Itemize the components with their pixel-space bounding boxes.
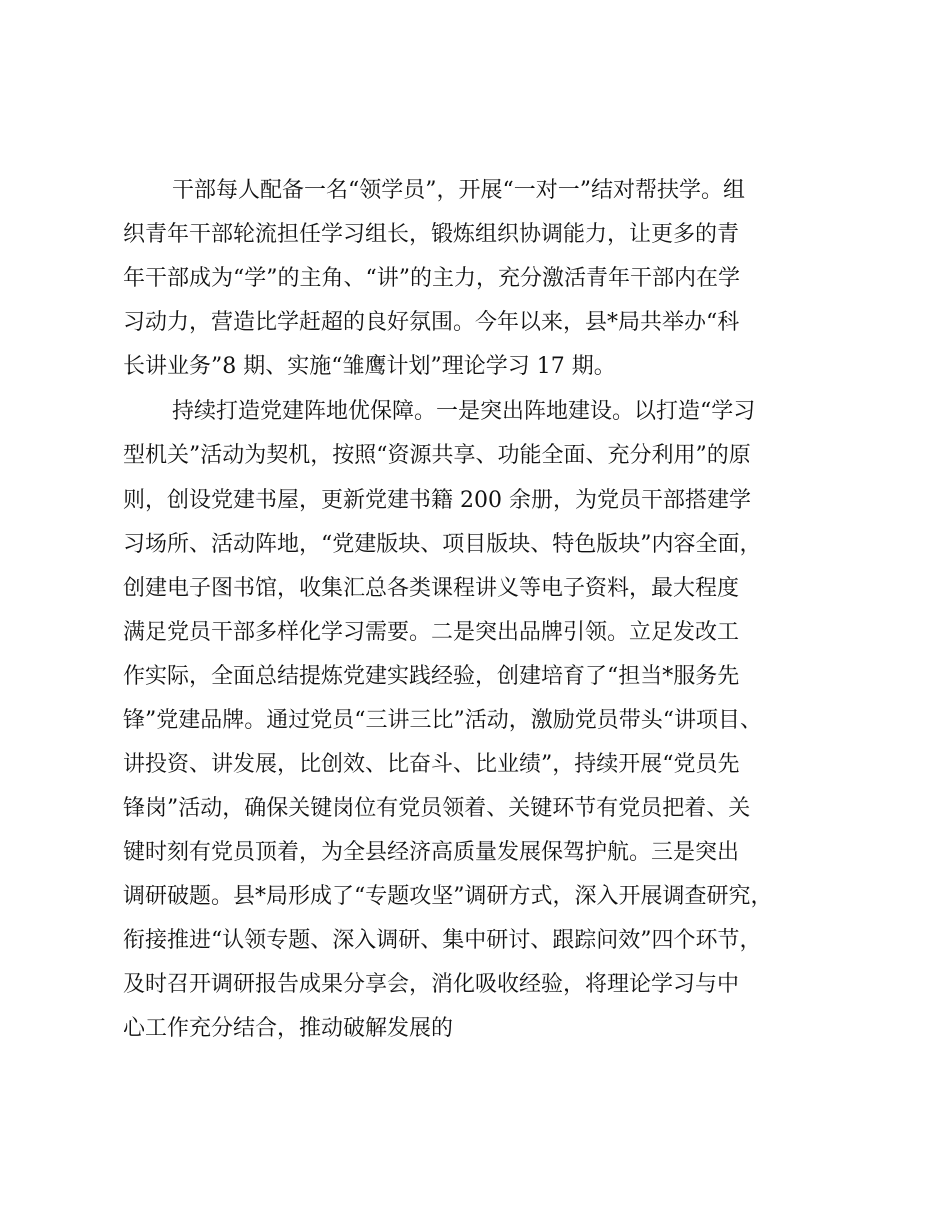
paragraph-2-line-15: 心工作充分结合，推动破解发展的 — [123, 1016, 454, 1041]
paragraph-2-line-7: 作实际，全面总结提炼党建实践经验，创建培育了“担当*服务先 — [123, 664, 740, 689]
paragraph-2-line-4: 习场所、活动阵地，“党建版块、项目版块、特色版块”内容全面， — [123, 532, 762, 557]
paragraph-2-line-10: 锋岗”活动，确保关键岗位有党员领着、关键环节有党员把着、关 — [123, 796, 751, 821]
paragraph-1-line-3: 年干部成为“学”的主角、“讲”的主力，充分激活青年干部内在学 — [123, 266, 740, 291]
paragraph-2-line-6: 满足党员干部多样化学习需要。二是突出品牌引领。立足发改工 — [123, 620, 740, 645]
paragraph-2-line-12: 调研破题。县*局形成了“专题攻坚”调研方式，深入开展调查研究， — [123, 884, 773, 909]
paragraph-2-line-8: 锋”党建品牌。通过党员“三讲三比”活动，激励党员带头“讲项目、 — [123, 708, 762, 733]
paragraph-2-line-2: 型机关”活动为契机，按照“资源共享、功能全面、充分利用”的原 — [123, 443, 751, 468]
paragraph-1-line-5: 长讲业务”8 期、实施“雏鹰计划”理论学习 17 期。 — [123, 354, 616, 379]
paragraph-1-line-1: 干部每人配备一名“领学员”，开展“一对一”结对帮扶学。组 — [172, 178, 745, 203]
paragraph-1-line-2: 织青年干部轮流担任学习组长，锻炼组织协调能力，让更多的青 — [123, 222, 740, 247]
paragraph-2-line-3: 则，创设党建书屋，更新党建书籍 200 余册，为党员干部搭建学 — [123, 488, 751, 513]
paragraph-2-line-9: 讲投资、讲发展，比创效、比奋斗、比业绩”，持续开展“党员先 — [123, 752, 740, 777]
paragraph-2-line-11: 键时刻有党员顶着，为全县经济高质量发展保驾护航。三是突出 — [123, 840, 740, 865]
paragraph-2-line-5: 创建电子图书馆，收集汇总各类课程讲义等电子资料，最大程度 — [123, 576, 740, 601]
paragraph-2-line-1: 持续打造党建阵地优保障。一是突出阵地建设。以打造“学习 — [172, 399, 756, 424]
paragraph-2-line-14: 及时召开调研报告成果分享会，消化吸收经验，将理论学习与中 — [123, 972, 740, 997]
paragraph-1-line-4: 习动力，营造比学赶超的良好氛围。今年以来，县*局共举办“科 — [123, 310, 740, 335]
paragraph-2-line-13: 衔接推进“认领专题、深入调研、集中研讨、跟踪问效”四个环节， — [123, 928, 762, 953]
